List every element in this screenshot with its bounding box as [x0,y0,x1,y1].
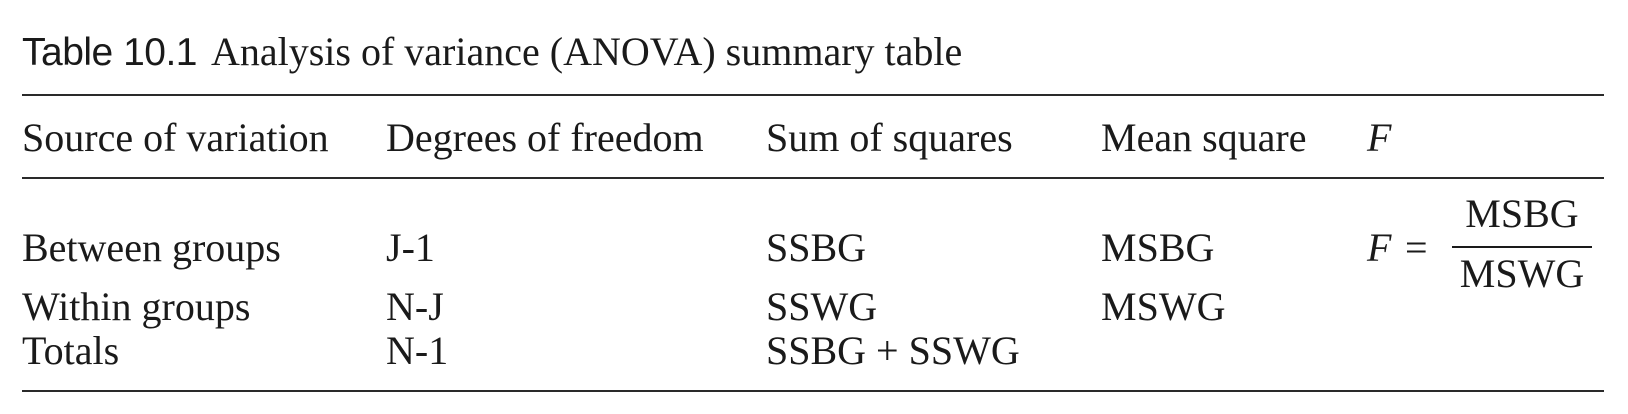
row-between-df: J-1 [386,225,435,270]
table-caption [22,26,962,79]
header-ss: Sum of squares [766,115,1013,160]
top-rule [22,94,1604,96]
header-f: F [1367,115,1392,160]
row-within-ms: MSWG [1101,284,1226,329]
fraction-bar [1452,246,1592,248]
header-ms: Mean square [1101,115,1307,160]
header-source: Source of variation [22,115,329,160]
row-between-ms: MSBG [1101,225,1215,270]
bottom-rule [22,390,1604,392]
row-totals-source: Totals [22,328,120,373]
f-formula-denominator: MSWG [1459,251,1585,296]
f-formula-equals: = [1405,225,1428,270]
row-between-ss: SSBG [766,225,867,270]
row-within-source: Within groups [22,284,251,329]
table-title: Analysis of variance (ANOVA) summary table [210,29,963,74]
row-totals-ss: SSBG + SSWG [766,328,1020,373]
table-number: Table 10.1 [22,31,197,74]
row-between-source: Between groups [22,225,281,270]
header-rule [22,177,1604,179]
f-formula-lhs: F [1367,225,1392,270]
header-df: Degrees of freedom [386,115,704,160]
row-within-ss: SSWG [766,284,878,329]
f-formula-numerator: MSBG [1465,191,1579,236]
row-within-df: N-J [386,284,444,329]
row-totals-df: N-1 [386,328,449,373]
